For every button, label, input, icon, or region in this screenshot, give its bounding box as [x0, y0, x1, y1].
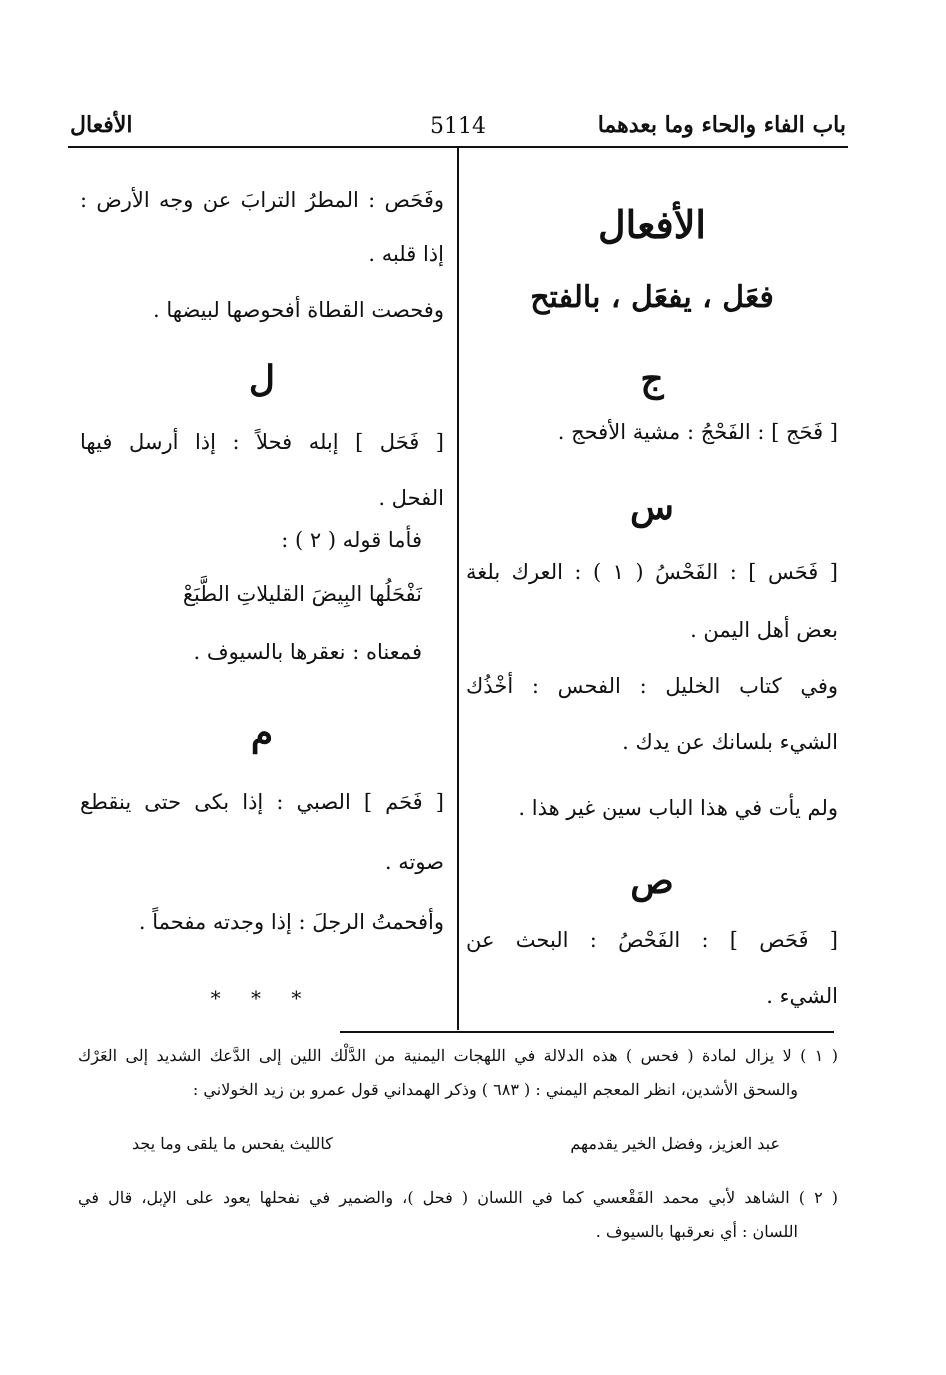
entry-fahas-line2: بعض أهل اليمن .: [690, 618, 838, 642]
entry-khalil-line2: الشيء بلسانك عن يدك .: [622, 730, 838, 754]
entry-no-other: ولم يأت في هذا الباب سين غير هذا .: [518, 796, 838, 820]
footnote-verse-first-hemistich: عبد العزيز، وفضل الخير يقدمهم: [570, 1134, 780, 1153]
section-title: الأفعال: [70, 112, 133, 138]
entry-faham-line1: [ فَحَم ] الصبي : إذا بكى حتى ينقطع: [80, 790, 444, 814]
running-header: [70, 112, 846, 144]
footnote-1-line1: ( ١ ) لا يزال لمادة ( فحس ) هذه الدلالة في اللهجات اليمنية من الدَّلْك اللين إلى الدَّعك الشديد إلى العَرْك: [78, 1046, 839, 1065]
entry-khalil-line1: وفي كتاب الخليل : الفحس : أخْذُك: [466, 674, 838, 698]
footnote-2-line1: ( ٢ ) الشاهد لأبي محمد الفَقْعسي كما في اللسان ( فحل )، والضمير في نفحلها يعود على الإبل، قال في: [78, 1188, 839, 1207]
entry-fahaj: [ فَحَج ] : الفَحْجُ : مشية الأفحج .: [557, 420, 838, 444]
entry-faham-line2: صوته .: [384, 850, 444, 874]
section-end-stars: * * *: [210, 986, 314, 1010]
entry-meaning: فمعناه : نعقرها بالسيوف .: [193, 640, 422, 664]
footnote-verse-second-hemistich: كالليث يفحس ما يلقى وما يجد: [132, 1134, 333, 1153]
entry-qata: وفحصت القطاة أفحوصها لبيضها .: [153, 298, 444, 322]
verse-line: نَفْحَلُها البِيضَ القليلاتِ الطَّبَعْ: [182, 582, 422, 606]
letter-heading-lam: ل: [248, 358, 276, 400]
letter-heading-sin: س: [630, 486, 674, 528]
letter-heading-mim: م: [250, 712, 274, 754]
entry-afham: وأفحمتُ الرجلَ : إذا وجدته مفحماً .: [138, 910, 444, 934]
footnote-1-line2: والسحق الأشدين، انظر المعجم اليمني : ( ٦٨٣ ) وذكر الهمداني قول عمرو بن زيد الخولاني :: [192, 1080, 798, 1099]
column-divider: [457, 148, 459, 1030]
entry-fahas-line1: [ فَحَس ] : الفَحْسُ ( ١ ) : العرك بلغة: [466, 560, 838, 584]
page-number: 5114: [430, 114, 486, 139]
footnote-2-line2: اللسان : أي نعرقبها بالسيوف .: [595, 1222, 798, 1241]
pattern-heading: فعَل ، يفعَل ، بالفتح: [530, 280, 774, 315]
entry-fahas-sad-line2: الشيء .: [766, 984, 838, 1008]
entry-fahas-sad-line1: [ فَحَص ] : الفَحْصُ : البحث عن: [466, 928, 838, 952]
section-heading: الأفعال: [598, 202, 706, 247]
entry-rain-line2: إذا قلبه .: [368, 242, 444, 266]
letter-heading-jim: ج: [640, 358, 664, 400]
chapter-title: باب الفاء والحاء وما بعدهما: [597, 112, 846, 138]
letter-heading-sad: ص: [630, 860, 674, 902]
entry-fahal-line1: [ فَحَل ] إبله فحلاً : إذا أرسل فيها: [80, 430, 444, 454]
entry-fahal-line2: الفحل .: [378, 486, 444, 510]
entry-rain-line1: وفَحَص : المطرُ الترابَ عن وجه الأرض :: [80, 188, 444, 212]
entry-qawluh: فأما قوله ( ٢ ) :: [281, 528, 422, 552]
footnote-rule: [340, 1031, 834, 1033]
